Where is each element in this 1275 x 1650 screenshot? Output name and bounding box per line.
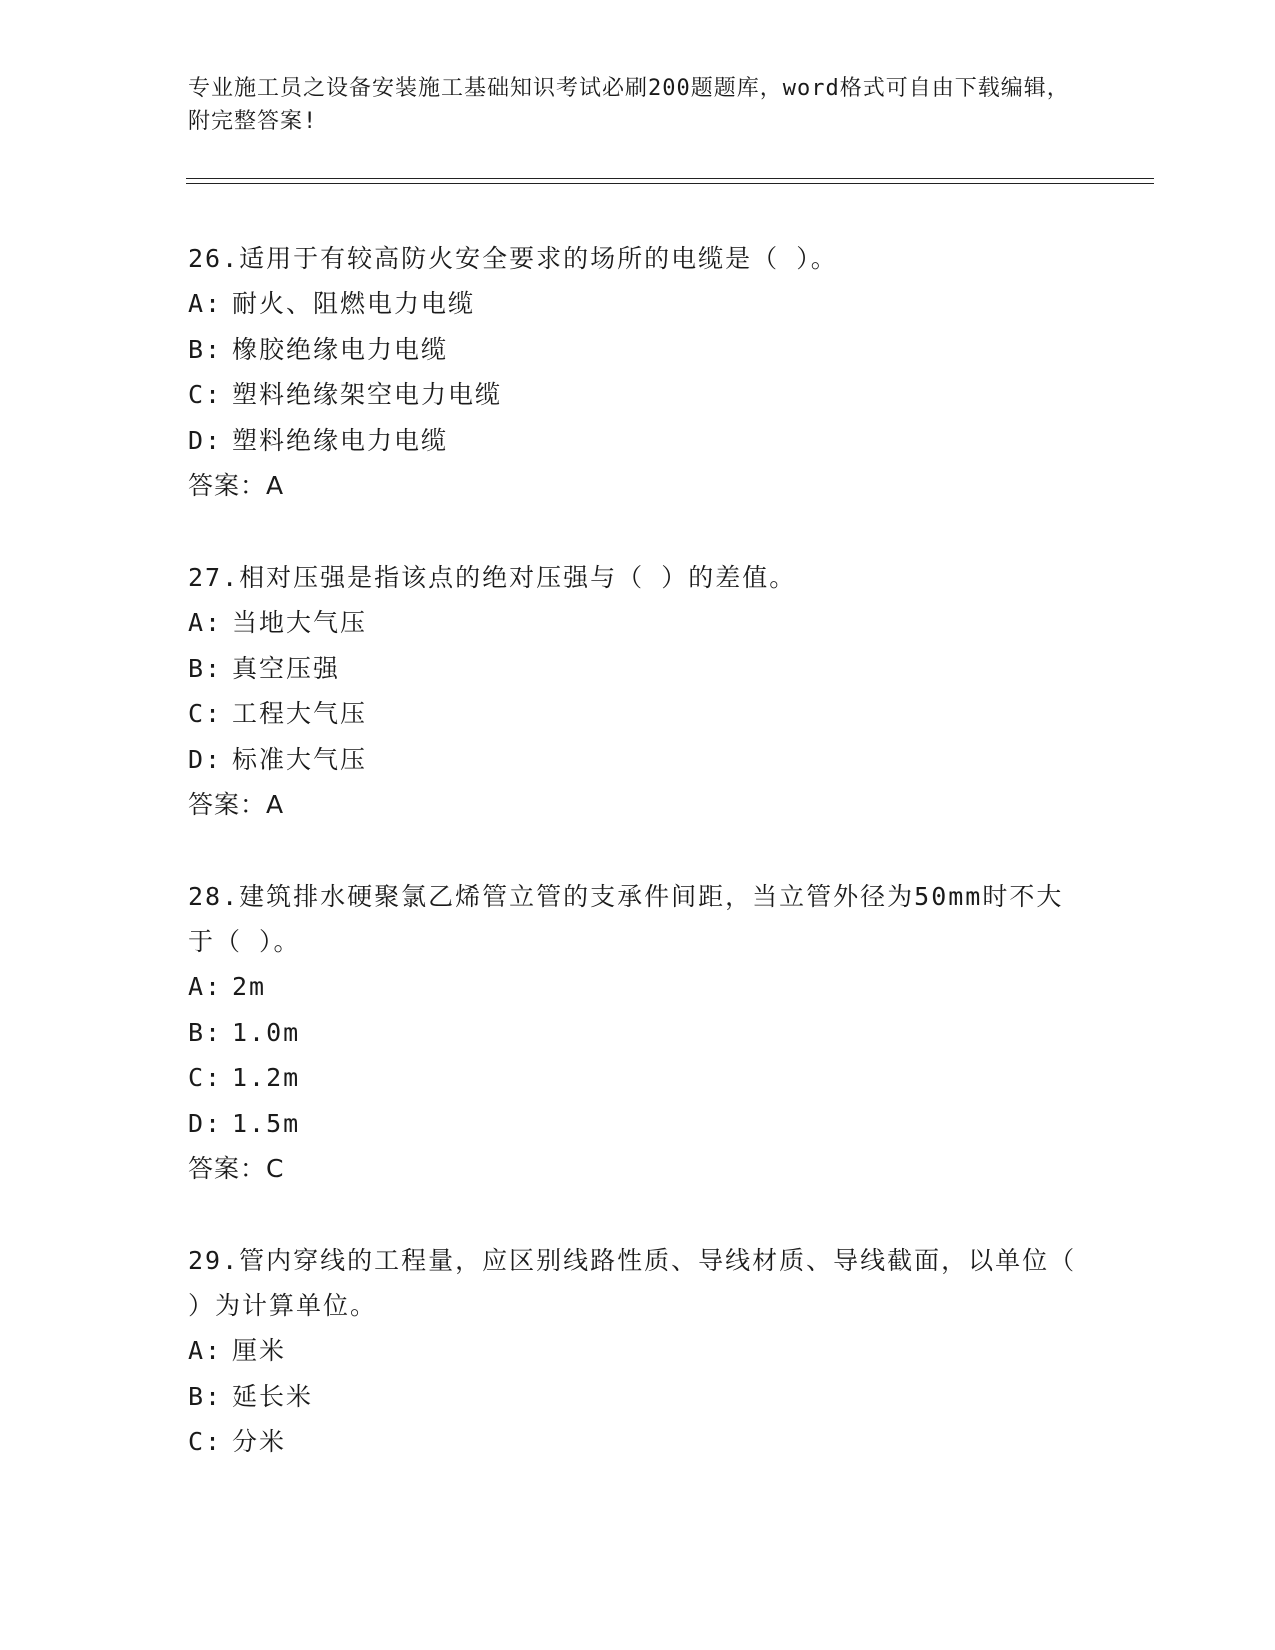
option-text: 2m — [232, 972, 267, 1001]
option-b — [188, 1010, 1088, 1056]
option-d — [188, 418, 1088, 464]
option-letter: A: — [188, 289, 223, 318]
option-letter: C: — [188, 1063, 223, 1092]
option-text: 真空压强 — [232, 653, 341, 683]
question-list — [188, 236, 1088, 1511]
option-letter: D: — [188, 744, 223, 774]
option-text: 分米 — [232, 1427, 287, 1456]
question-stem: 28.建筑排水硬聚氯乙烯管立管的支承件间距，当立管外径为50mm时不大于（ ）。 — [188, 882, 1064, 956]
option-a — [188, 600, 1088, 646]
option-text: 当地大气压 — [232, 608, 368, 637]
option-letter: D: — [188, 425, 223, 455]
option-d — [188, 1101, 1088, 1147]
option-letter: B: — [188, 653, 223, 683]
option-text: 1.0m — [232, 1017, 301, 1047]
answer: 答案：A — [188, 790, 285, 819]
header-divider-bottom — [186, 183, 1154, 184]
document-title: 专业施工员之设备安装施工基础知识考试必刷200题题库，word格式可自由下载编辑，附完整答案! — [188, 76, 1070, 134]
option-text: 1.2m — [232, 1063, 301, 1092]
question-stem: 29.管内穿线的工程量，应区别线路性质、导线材质、导线截面，以单位（ ）为计算单位。 — [188, 1246, 1077, 1320]
option-a — [188, 1328, 1088, 1374]
option-c — [188, 1055, 1088, 1101]
answer: 答案：A — [188, 471, 285, 500]
option-text: 橡胶绝缘电力电缆 — [232, 334, 449, 364]
option-letter: A: — [188, 1336, 223, 1365]
question-29 — [188, 1238, 1088, 1465]
option-a — [188, 964, 1088, 1010]
question-27 — [188, 555, 1088, 828]
question-28 — [188, 874, 1088, 1192]
question-stem: 26.适用于有较高防火安全要求的场所的电缆是（ ）。 — [188, 244, 838, 273]
option-c — [188, 372, 1088, 418]
option-d — [188, 737, 1088, 783]
option-letter: A: — [188, 972, 223, 1001]
option-letter: B: — [188, 334, 223, 364]
option-text: 工程大气压 — [232, 699, 368, 728]
option-text: 延长米 — [232, 1381, 314, 1411]
option-letter: C: — [188, 380, 223, 409]
option-a — [188, 281, 1088, 327]
header-divider-top — [186, 178, 1154, 179]
answer: 答案：C — [188, 1154, 285, 1183]
option-b — [188, 327, 1088, 373]
question-stem: 27.相对压强是指该点的绝对压强与（ ）的差值。 — [188, 563, 797, 592]
option-letter: B: — [188, 1017, 223, 1047]
option-c — [188, 1419, 1088, 1465]
option-b — [188, 646, 1088, 692]
option-letter: D: — [188, 1108, 223, 1138]
option-letter: B: — [188, 1381, 223, 1411]
question-26 — [188, 236, 1088, 509]
option-letter: C: — [188, 1427, 223, 1456]
option-b — [188, 1374, 1088, 1420]
option-text: 耐火、阻燃电力电缆 — [232, 289, 476, 318]
option-letter: C: — [188, 699, 223, 728]
option-text: 塑料绝缘电力电缆 — [232, 425, 449, 455]
option-text: 塑料绝缘架空电力电缆 — [232, 380, 503, 409]
option-letter: A: — [188, 608, 223, 637]
option-text: 标准大气压 — [232, 744, 368, 774]
option-text: 1.5m — [232, 1108, 301, 1138]
option-c — [188, 691, 1088, 737]
option-text: 厘米 — [232, 1336, 287, 1365]
